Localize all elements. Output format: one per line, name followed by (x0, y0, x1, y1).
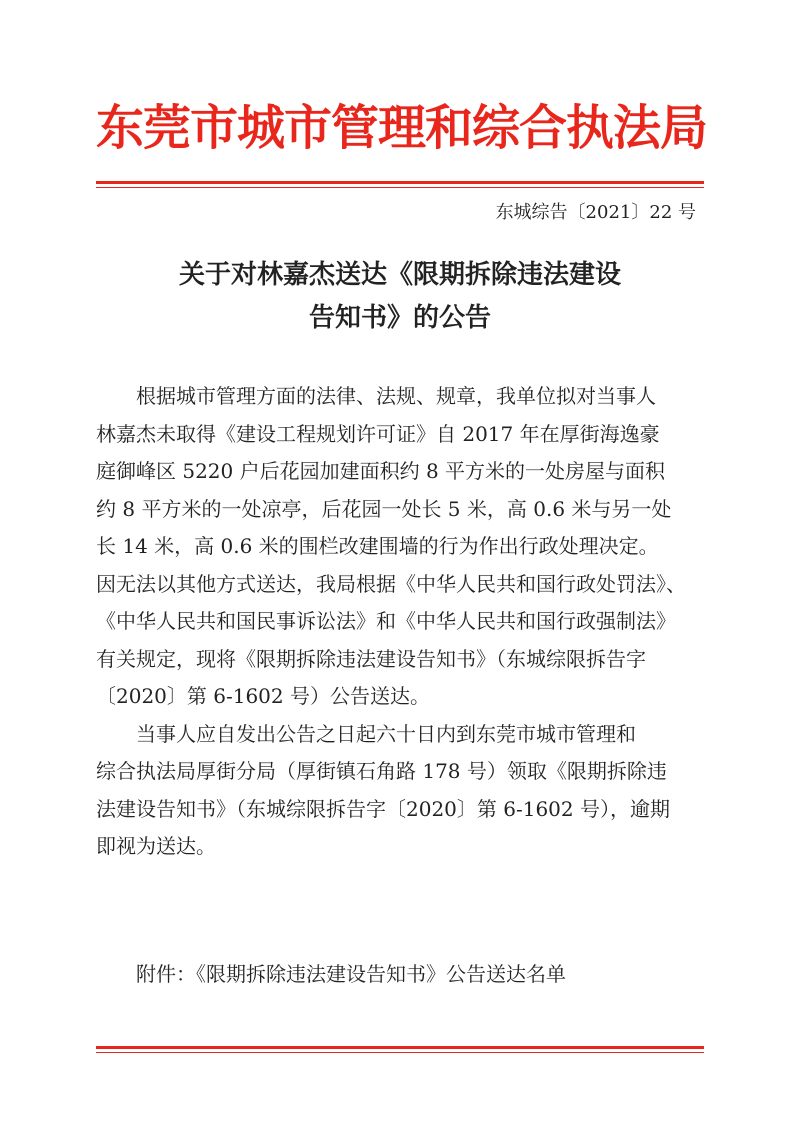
paragraph-line: 即视为送达。 (96, 834, 216, 858)
paragraph-line: 法建设告知书》（东城综限拆告字〔2020〕第 6-1602 号），逾期 (96, 796, 670, 821)
paragraph-line: 根据城市管理方面的法律、法规、规章，我单位拟对当事人 (96, 384, 656, 408)
paragraph-2 (96, 716, 706, 866)
header-divider-thick (96, 181, 704, 184)
header-divider-thin (96, 187, 704, 188)
paragraph-line: 《中华人民共和国民事诉讼法》和《中华人民共和国行政强制法》 (96, 609, 676, 633)
document-number: 东城综告〔2021〕22 号 (495, 202, 696, 223)
paragraph-line: 林嘉杰未取得《建设工程规划许可证》自 2017 年在厚街海逸豪 (96, 421, 660, 446)
notice-title (100, 254, 700, 340)
notice-title-line-1: 关于对林嘉杰送达《限期拆除违法建设 (178, 260, 621, 290)
paragraph-1 (96, 378, 706, 716)
notice-body (96, 378, 706, 866)
paragraph-line: 庭御峰区 5220 户后花园加建面积约 8 平方米的一处房屋与面积 (96, 459, 666, 483)
paragraph-line: 约 8 平方米的一处凉亭，后花园一处长 5 米，高 0.6 米与另一处 (96, 496, 672, 521)
footer-divider-thick (96, 1046, 704, 1049)
footer-divider-thin (96, 1052, 704, 1053)
paragraph-line: 有关规定，现将《限期拆除违法建设告知书》（东城综限拆告字 (96, 646, 646, 671)
notice-title-line-2: 告知书》的公告 (308, 303, 491, 333)
paragraph-line: 因无法以其他方式送达，我局根据《中华人民共和国行政处罚法》、 (96, 571, 686, 596)
attachment-note: 附件：《限期拆除违法建设告知书》公告送达名单 (136, 962, 566, 986)
paragraph-line: 当事人应自发出公告之日起六十日内到东莞市城市管理和 (96, 721, 636, 746)
paragraph-line: 长 14 米，高 0.6 米的围栏改建围墙的行为作出行政处理决定。 (96, 534, 659, 558)
agency-name: 东莞市城市管理和综合执法局 (96, 100, 708, 156)
paragraph-line: 综合执法局厚街分局（厚街镇石角路 178 号）领取《限期拆除违 (96, 759, 667, 783)
paragraph-line: 〔2020〕第 6-1602 号）公告送达。 (96, 684, 430, 708)
